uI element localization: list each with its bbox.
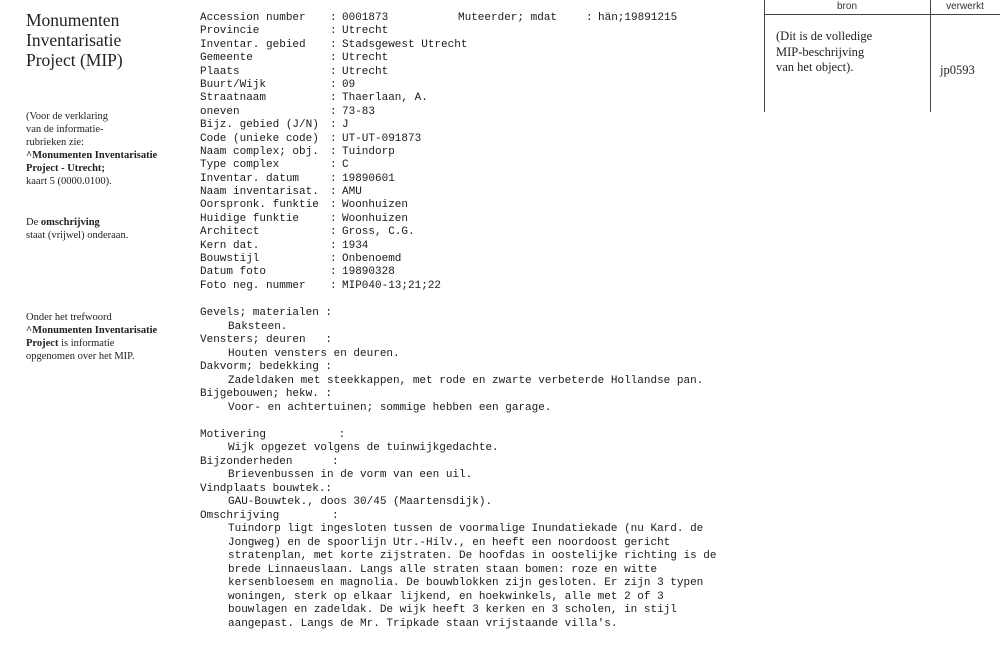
column-header-verwerkt: verwerkt: [946, 1, 984, 12]
section-heading: Bijzonderheden :: [200, 455, 339, 468]
section-heading: Omschrijving :: [200, 509, 339, 522]
field-label: Naam complex; obj.: [200, 145, 319, 158]
field-value: Gross, C.G.: [342, 226, 415, 239]
field-value: Woonhuizen: [342, 199, 409, 212]
field-label: oneven: [200, 105, 240, 118]
field-label: Inventar. gebied: [200, 38, 306, 51]
field-separator: :: [330, 92, 337, 105]
field-label: Datum foto: [200, 266, 267, 279]
field-separator: :: [586, 12, 593, 24]
field-value: 0001873: [342, 12, 389, 24]
section-text-line: Zadeldaken met steekkappen, met rode en zwarte verbeterde Hollandse pan.: [228, 374, 704, 387]
description-sections: [200, 307, 716, 631]
field-separator: :: [330, 186, 337, 199]
title-line: Project (MIP): [26, 50, 123, 70]
bron-cell: [776, 29, 872, 76]
field-separator: :: [330, 12, 337, 24]
field-value: 1934: [342, 239, 369, 252]
section-heading: Vindplaats bouwtek.:: [200, 482, 333, 495]
field-separator: :: [330, 159, 337, 172]
field-value: 73-83: [342, 105, 376, 118]
section-heading: Motivering :: [200, 428, 346, 441]
note-line: (Voor de verklaring: [26, 111, 109, 122]
note-line: staat (vrijwel) onderaan.: [26, 230, 129, 241]
note-line: [26, 337, 157, 350]
bron-line: van het object).: [776, 60, 854, 74]
note-bold: ^Monumenten Inventarisatie: [26, 325, 158, 336]
field-label: Huidige funktie: [200, 212, 300, 225]
field-value: J: [342, 119, 349, 132]
section-text-line: brede Linnaeuslaan. Langs alle straten staan bomen: roze en witte: [228, 563, 658, 576]
field-separator: :: [330, 199, 337, 212]
section-text-line: Houten vensters en deuren.: [228, 347, 400, 360]
note-bold: Project: [26, 338, 59, 349]
section-heading: Dakvorm; bedekking :: [200, 361, 333, 373]
field-label: Inventar. datum: [200, 172, 300, 185]
section-text-line: bouwlagen en zadeldak. De wijk heeft 3 kerken en 3 scholen, in stijl: [228, 604, 677, 616]
section-gap: [200, 415, 716, 429]
section-text-line: aangepast. Langs de Mr. Tripkade staan vrijstaande villa's.: [228, 617, 618, 630]
field-label: Foto neg. nummer: [200, 279, 306, 292]
note-line: [26, 324, 157, 337]
field-value: UT-UT-091873: [342, 132, 422, 145]
section-text-line: Tuindorp ligt ingesloten tussen de voormalige Inundatiekade (nu Kard. de: [228, 523, 704, 535]
table-border: [930, 0, 931, 112]
field-label: Oorspronk. funktie: [200, 199, 319, 212]
margin-note-description: [26, 216, 128, 242]
section-text-line: Baksteen.: [228, 320, 288, 333]
field-label: Plaats: [200, 65, 240, 78]
field-label: Kern dat.: [200, 239, 260, 252]
field-label: Gemeente: [200, 52, 253, 65]
field-separator: :: [330, 253, 337, 266]
field-separator: :: [330, 119, 337, 132]
section-heading: Vensters; deuren :: [200, 334, 333, 346]
section-heading: Bijgebouwen; hekw. :: [200, 388, 333, 400]
field-value: Onbenoemd: [342, 253, 402, 266]
field-separator: :: [330, 239, 337, 252]
table-border: [764, 0, 765, 112]
note-line: [26, 149, 157, 162]
field-separator: :: [330, 212, 337, 225]
field-label: Architect: [200, 226, 260, 239]
note-text: is informatie: [58, 338, 115, 349]
field-label: Straatnaam: [200, 92, 267, 105]
note-bold: Project - Utrecht;: [26, 163, 105, 174]
field-label: Accession number: [200, 12, 306, 24]
field-separator: :: [330, 266, 337, 279]
field-separator: :: [330, 172, 337, 185]
field-value: 19890328: [342, 266, 395, 279]
field-separator: :: [330, 78, 337, 91]
section-text-line: woningen, sterk op elkaar lijkend, en hoekwinkels, alle met 2 of 3: [228, 590, 664, 603]
field-label: Bouwstijl: [200, 253, 260, 266]
section-text-line: GAU-Bouwtek., doos 30/45 (Maartensdijk).: [228, 496, 493, 508]
field-value: Utrecht: [342, 52, 389, 65]
field-label: Type complex: [200, 159, 280, 172]
field-label: Code (unieke code): [200, 132, 319, 145]
field-value: Thaerlaan, A.: [342, 92, 428, 105]
column-header-bron: bron: [836, 1, 857, 12]
field-value: AMU: [342, 186, 362, 199]
field-value: C: [342, 159, 349, 172]
bron-line: (Dit is de volledige: [776, 29, 873, 43]
field-separator: :: [330, 65, 337, 78]
field-value: Utrecht: [342, 65, 389, 78]
note-line: [26, 216, 128, 229]
field-separator: :: [330, 105, 337, 118]
source-table: [764, 0, 1000, 112]
margin-note-explanation: [26, 110, 157, 188]
field-value: Tuindorp: [342, 145, 395, 158]
field-label: Provincie: [200, 25, 260, 38]
bron-line: MIP-beschrijving: [776, 44, 865, 59]
field-value: MIP040-13;21;22: [342, 279, 442, 292]
note-line: Onder het trefwoord: [26, 312, 112, 323]
field-separator: :: [330, 145, 337, 158]
table-border: [764, 14, 1000, 15]
field-separator: :: [330, 38, 337, 51]
title-line: Monumenten: [26, 10, 120, 30]
field-separator: :: [330, 279, 337, 292]
note-text: De: [26, 217, 41, 228]
field-label: Naam inventarisat.: [200, 186, 319, 199]
field-value: 09: [342, 78, 356, 91]
section-text-line: Jongweg) en de spoorlijn Utr.-Hilv., en heeft een noordoost gericht: [228, 536, 671, 549]
section-text-line: kersenbloesem en magnolia. De bouwblokken zijn gesloten. Er zijn 3 typen: [228, 577, 704, 589]
field-value: Woonhuizen: [342, 212, 409, 225]
note-line: kaart 5 (0000.0100).: [26, 176, 112, 187]
field-separator: :: [330, 25, 337, 38]
field-separator: :: [330, 132, 337, 145]
note-line: [26, 162, 157, 175]
note-line: rubrieken zie:: [26, 137, 85, 148]
document-title: [26, 10, 123, 70]
field-value: Utrecht: [342, 25, 389, 38]
muteerder-label: Muteerder; mdat: [458, 12, 558, 24]
field-value: 19890601: [342, 172, 395, 185]
field-separator: :: [330, 226, 337, 239]
section-heading: Gevels; materialen :: [200, 307, 333, 319]
field-label: Bijz. gebied (J/N): [200, 119, 319, 132]
verwerkt-cell: jp0593: [940, 63, 975, 77]
note-line: van de informatie-: [26, 124, 104, 135]
section-text-line: stratenplan, met korte zijstraten. De hoofdas in oostelijke richting is de: [228, 550, 717, 562]
field-value: Stadsgewest Utrecht: [342, 38, 468, 51]
margin-note-keyword: [26, 311, 157, 363]
muteerder-value: hän;19891215: [598, 12, 678, 24]
title-line: Inventarisatie: [26, 30, 122, 50]
field-label: Buurt/Wijk: [200, 78, 267, 91]
note-bold: omschrijving: [40, 217, 100, 228]
section-text-line: Brievenbussen in de vorm van een uil.: [228, 469, 473, 481]
field-separator: :: [330, 52, 337, 65]
note-line: opgenomen over het MIP.: [26, 351, 135, 362]
section-text-line: Voor- en achtertuinen; sommige hebben een garage.: [228, 401, 552, 414]
section-text-line: Wijk opgezet volgens de tuinwijkgedachte.: [228, 442, 499, 454]
note-bold: ^Monumenten Inventarisatie: [26, 150, 158, 161]
